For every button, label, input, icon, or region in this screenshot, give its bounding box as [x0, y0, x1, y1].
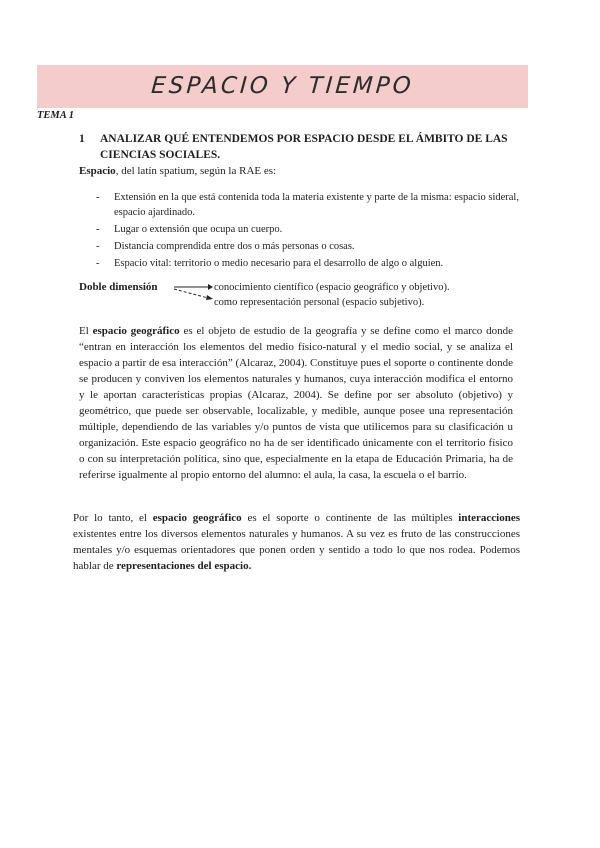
dimension-label: Doble dimensión — [79, 281, 158, 293]
section-heading-text: ANALIZAR QUÉ ENTENDEMOS POR ESPACIO DESDE EL ÁMBITO DE LAS CIENCIAS SOCIALES. — [100, 133, 508, 161]
title-banner — [37, 65, 528, 108]
dimension-arrows — [172, 280, 214, 302]
paragraph-geographic-space: El espacio geográfico es el objeto de estudio de la geografía y se define como el marco donde “entran en interacción los elementos del medio físico-natural y el medio social, y se analiza el espacio a partir de esa interacción” (Alcaraz, 2004). Constituye pues el soporte o continente donde se producen y conviven los elementos naturales y humanos, cuya interacción modifica el entorno y le aportan características propias (Alcaraz, 2004). Se define por ser absoluto (objetivo) y geométrico, que puede ser observable, localizable, y medible, aunque posee una representación múltiple, dependiendo de las variables y/o puntos de vista que utilicemos para su clasificación u organización. Este espacio geográfico no ha de ser identificado únicamente con el territorio físico o con su interpretación política, sino que, especialmente en la etapa de Educación Primaria, ha de referirse igualmente al propio entorno del alumno: el aula, la casa, la escuela o el barrio. — [79, 325, 513, 481]
dimension-item-scientific: conocimiento científico (espacio geográfico y objetivo). — [214, 282, 450, 293]
intro-rest: , del latín spatium, según la RAE es: — [115, 165, 277, 177]
list-item: - Espacio vital: territorio o medio necesario para el desarrollo de algo o alguien. — [96, 258, 444, 269]
section-number: 1 — [79, 133, 85, 145]
topic-label: TEMA 1 — [37, 110, 75, 121]
definition-text: Lugar o extensión que ocupa un cuerpo. — [114, 224, 283, 235]
dimension-item-personal: como representación personal (espacio subjetivo). — [214, 297, 425, 308]
definition-text: Espacio vital: territorio o medio necesario para el desarrollo de algo o alguien. — [114, 258, 444, 269]
intro-line — [79, 164, 276, 179]
list-item: - Lugar o extensión que ocupa un cuerpo. — [96, 224, 283, 235]
intro-term: Espacio — [79, 165, 116, 177]
definition-text: Distancia comprendida entre dos o más personas o cosas. — [114, 241, 355, 252]
list-item: - Distancia comprendida entre dos o más personas o cosas. — [96, 241, 355, 252]
bold-term: representaciones del espacio. — [116, 560, 252, 572]
bold-term: espacio geográfico — [92, 325, 180, 337]
bold-term: interacciones — [458, 512, 520, 524]
section-heading — [79, 131, 529, 163]
bold-term: espacio geográfico — [152, 512, 242, 524]
definition-list — [96, 190, 526, 273]
paragraph-conclusion: Por lo tanto, el espacio geográfico es el soporte o continente de las múltiples interacciones existentes entre los diversos elementos naturales y humanos. A su vez es fruto de las construcciones mentales y/o esquemas orientadores que ponen orden y sentido a todo lo que nos rodea. Podemos hablar de representaciones del espacio. — [73, 512, 520, 572]
list-item: - Extensión en la que está contenida toda la materia existente y parte de la misma: espacio sideral, espacio ajardinado. — [96, 192, 519, 218]
definition-text: Extensión en la que está contenida toda la materia existente y parte de la misma: espacio sideral, espacio ajardinado. — [114, 192, 519, 218]
page-title: ESPACIO Y TIEMPO — [150, 73, 415, 99]
